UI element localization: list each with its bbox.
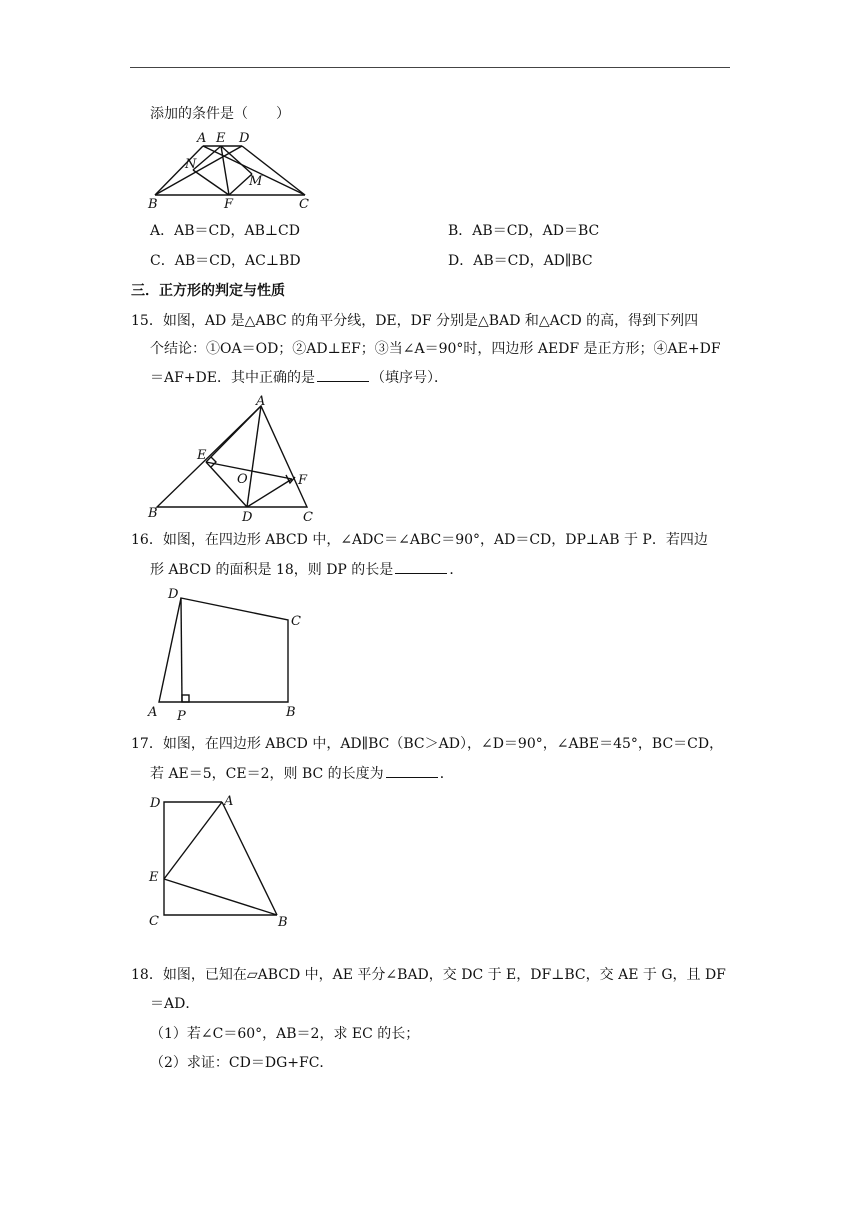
- q14-option-c: [150, 251, 301, 271]
- q14-label-M: M: [249, 174, 263, 189]
- q15-label-A: A: [256, 394, 266, 409]
- answer-blank[interactable]: [317, 367, 369, 382]
- option-letter: C．: [150, 253, 175, 269]
- q16-line1: [131, 530, 708, 550]
- q17-label-A: A: [224, 794, 234, 809]
- question-number: 16．: [131, 532, 163, 548]
- q17-figure: [140, 788, 300, 932]
- option-letter: D．: [448, 253, 474, 269]
- q15-line1: [131, 311, 698, 331]
- q16-label-B: B: [286, 705, 296, 720]
- q14-option-a: [150, 221, 300, 241]
- q16-line2: [150, 559, 463, 580]
- q17-text2b: ．: [439, 766, 454, 782]
- q15-label-C: C: [303, 510, 313, 523]
- q15-line3: [150, 367, 448, 388]
- q17-label-D: D: [150, 796, 161, 811]
- q18-line1: [131, 965, 726, 985]
- q16-text2a: 形 ABCD 的面积是 18，则 DP 的长是: [150, 562, 394, 578]
- header-rule: [130, 67, 730, 68]
- q15-label-O: O: [237, 472, 248, 487]
- q15-text3b: （填序号）．: [371, 370, 448, 386]
- q17-line2: [150, 763, 454, 784]
- q14-label-E: E: [216, 131, 226, 146]
- q15-text1: 如图，AD 是△ABC 的角平分线，DE，DF 分别是△BAD 和△ACD 的高，得到下列四: [162, 313, 699, 329]
- option-text: AB＝CD，AD＝BC: [472, 223, 600, 239]
- q18-text1: 如图，已知在▱ABCD 中，AE 平分∠BAD，交 DC 于 E，DF⊥BC，交 AE 于 G，且 DF: [162, 967, 726, 983]
- q15-text3a: ＝AF+DE．其中正确的是: [150, 370, 315, 386]
- q14-option-b: [448, 221, 599, 241]
- q15-label-F: F: [298, 473, 308, 488]
- q14-label-N: N: [185, 157, 197, 172]
- question-number: 17．: [131, 736, 163, 752]
- q15-label-D: D: [242, 510, 253, 523]
- q18-part2: （2）求证：CD＝DG+FC．: [150, 1055, 334, 1071]
- q14-label-F: F: [224, 197, 234, 212]
- q16-label-A: A: [148, 705, 158, 720]
- section-title: 三．正方形的判定与性质: [131, 283, 285, 299]
- q18-part1: （1）若∠C＝60°，AB＝2，求 EC 的长；: [150, 1026, 420, 1042]
- q17-label-E: E: [149, 870, 159, 885]
- q16-text1: 如图，在四边形 ABCD 中，∠ADC＝∠ABC＝90°，AD＝CD，DP⊥AB 于 P．若四边: [162, 532, 708, 548]
- question-number: 18．: [131, 967, 163, 983]
- option-letter: A．: [150, 223, 175, 239]
- q18-line2: ＝AD．: [150, 996, 200, 1012]
- q14-figure: [145, 128, 320, 212]
- option-letter: B．: [448, 223, 473, 239]
- q16-label-P: P: [177, 709, 186, 724]
- q14-stem: 添加的条件是（ ）: [150, 106, 290, 122]
- answer-blank[interactable]: [386, 763, 438, 778]
- q17-label-B: B: [278, 915, 288, 930]
- q14-label-B: B: [148, 197, 158, 212]
- q15-label-B: B: [148, 506, 158, 521]
- question-number: 15．: [131, 313, 163, 329]
- q16-label-C: C: [291, 614, 301, 629]
- q17-text1: 如图，在四边形 ABCD 中，AD∥BC（BC＞AD），∠D＝90°，∠ABE＝45°，BC＝CD，: [162, 736, 724, 752]
- q17-line1: [131, 734, 723, 754]
- q15-label-E: E: [197, 448, 207, 463]
- q14-label-A: A: [197, 131, 207, 146]
- option-text: AB＝CD，AD∥BC: [473, 253, 593, 269]
- q14-label-C: C: [299, 197, 309, 212]
- q17-label-C: C: [149, 914, 159, 929]
- q14-option-d: [448, 251, 593, 271]
- q16-label-D: D: [168, 587, 179, 602]
- q14-label-D: D: [239, 131, 250, 146]
- option-text: AB＝CD，AB⊥CD: [174, 223, 300, 239]
- q15-line2: 个结论：①OA＝OD；②AD⊥EF；③当∠A＝90°时，四边形 AEDF 是正方形；④AE+DF: [150, 341, 721, 357]
- q15-figure: [145, 393, 320, 523]
- q17-text2a: 若 AE＝5，CE＝2，则 BC 的长度为: [150, 766, 384, 782]
- answer-blank[interactable]: [395, 559, 447, 574]
- q16-text2b: ．: [449, 562, 464, 578]
- q16-figure: [145, 582, 315, 724]
- option-text: AB＝CD，AC⊥BD: [174, 253, 301, 269]
